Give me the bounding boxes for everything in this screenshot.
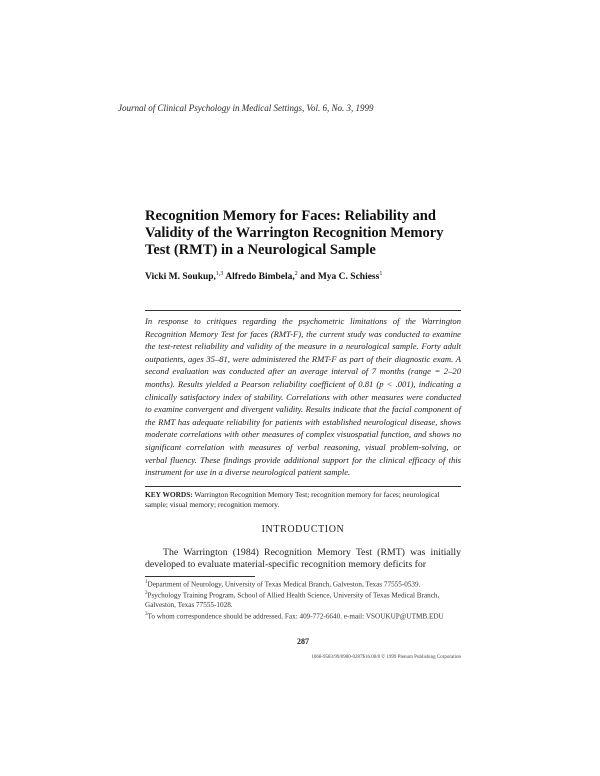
author-3: and Mya C. Schiess: [297, 272, 380, 283]
footnote-2-mark: 2: [145, 591, 148, 597]
copyright-line: 1068-9583/99/0900-0287$16.00/0 © 1999 Plenum Publishing Corporation: [311, 655, 461, 660]
keywords-label: KEY WORDS:: [145, 490, 193, 499]
footnote-3-mark: 3: [145, 611, 148, 617]
page-number: 287: [297, 637, 309, 646]
author-1: Vicki M. Soukup,: [145, 272, 216, 283]
keywords-text: Warrington Recognition Memory Test; recognition memory for faces; neurological sample; visual memory; recognition memory.: [145, 490, 440, 509]
footnote-1-text: Department of Neurology, University of Texas Medical Branch, Galveston, Texas 77555-0539.: [147, 580, 421, 589]
author-2: Alfredo Bimbela,: [223, 272, 295, 283]
keywords: [145, 490, 461, 510]
footnote-2-text: Psychology Training Program, School of Allied Health Science, University of Texas Medical Branch, Galveston, Texas 77555-1028.: [145, 591, 440, 609]
footnote-3-text: To whom correspondence should be addressed. Fax: 409-772-6640. e-mail: VSOUKUP@UTMB.EDU: [147, 612, 444, 621]
journal-citation: Journal of Clinical Psychology in Medical Settings, Vol. 6, No. 3, 1999: [118, 103, 374, 113]
abstract-bottom-rule: [145, 486, 461, 487]
article-title: Recognition Memory for Faces: Reliability and Validity of the Warrington Recognition Memory Test (RMT) in a Neurological Sample: [145, 208, 444, 258]
footnote-2: [145, 589, 461, 609]
footnote-separator: [145, 576, 255, 577]
footnote-1-mark: 1: [145, 580, 148, 585]
author-3-affiliation: 1: [379, 271, 383, 277]
footnotes: [145, 578, 461, 621]
section-heading-introduction: INTRODUCTION: [261, 524, 345, 535]
author-1-affiliation: 1,3: [215, 271, 224, 277]
introduction-body: [145, 547, 461, 572]
intro-paragraph: The Warrington (1984) Recognition Memory Test (RMT) was initially developed to evaluate material-specific recognition memory deficits for: [145, 547, 461, 571]
author-2-affiliation: 2: [294, 271, 298, 277]
abstract-text: In response to critiques regarding the psychometric limitations of the Warrington Recognition Memory Test for faces (RMT-F), the current study was conducted to examine the test-retest reliability and validity of the measure in a neurological sample. Forty adult outpatients, ages 35–81, were administered the RMT-F as part of their diagnostic exam. A second evaluation was conducted after an average interval of 7 months (range = 2–20 months). Results yielded a Pearson reliability coefficient of 0.81 (p < .001), indicating a clinically satisfactory index of stability. Correlations with other measures were conducted to examine convergent and divergent validity. Results indicate that the facial component of the RMT has adequate reliability for patients with established neurological disease, shows moderate correlations with other measures of complex visuospatial function, and shows no significant correlation with measures of verbal reasoning, visual problem-solving, or verbal fluency. These findings provide additional support for the clinical efficacy of this instrument for use in a diverse neurological patient sample.: [145, 316, 461, 478]
author-list: [145, 268, 475, 283]
footnote-3: [145, 610, 461, 621]
abstract-top-rule: [145, 310, 461, 311]
footnote-1: [145, 578, 461, 589]
